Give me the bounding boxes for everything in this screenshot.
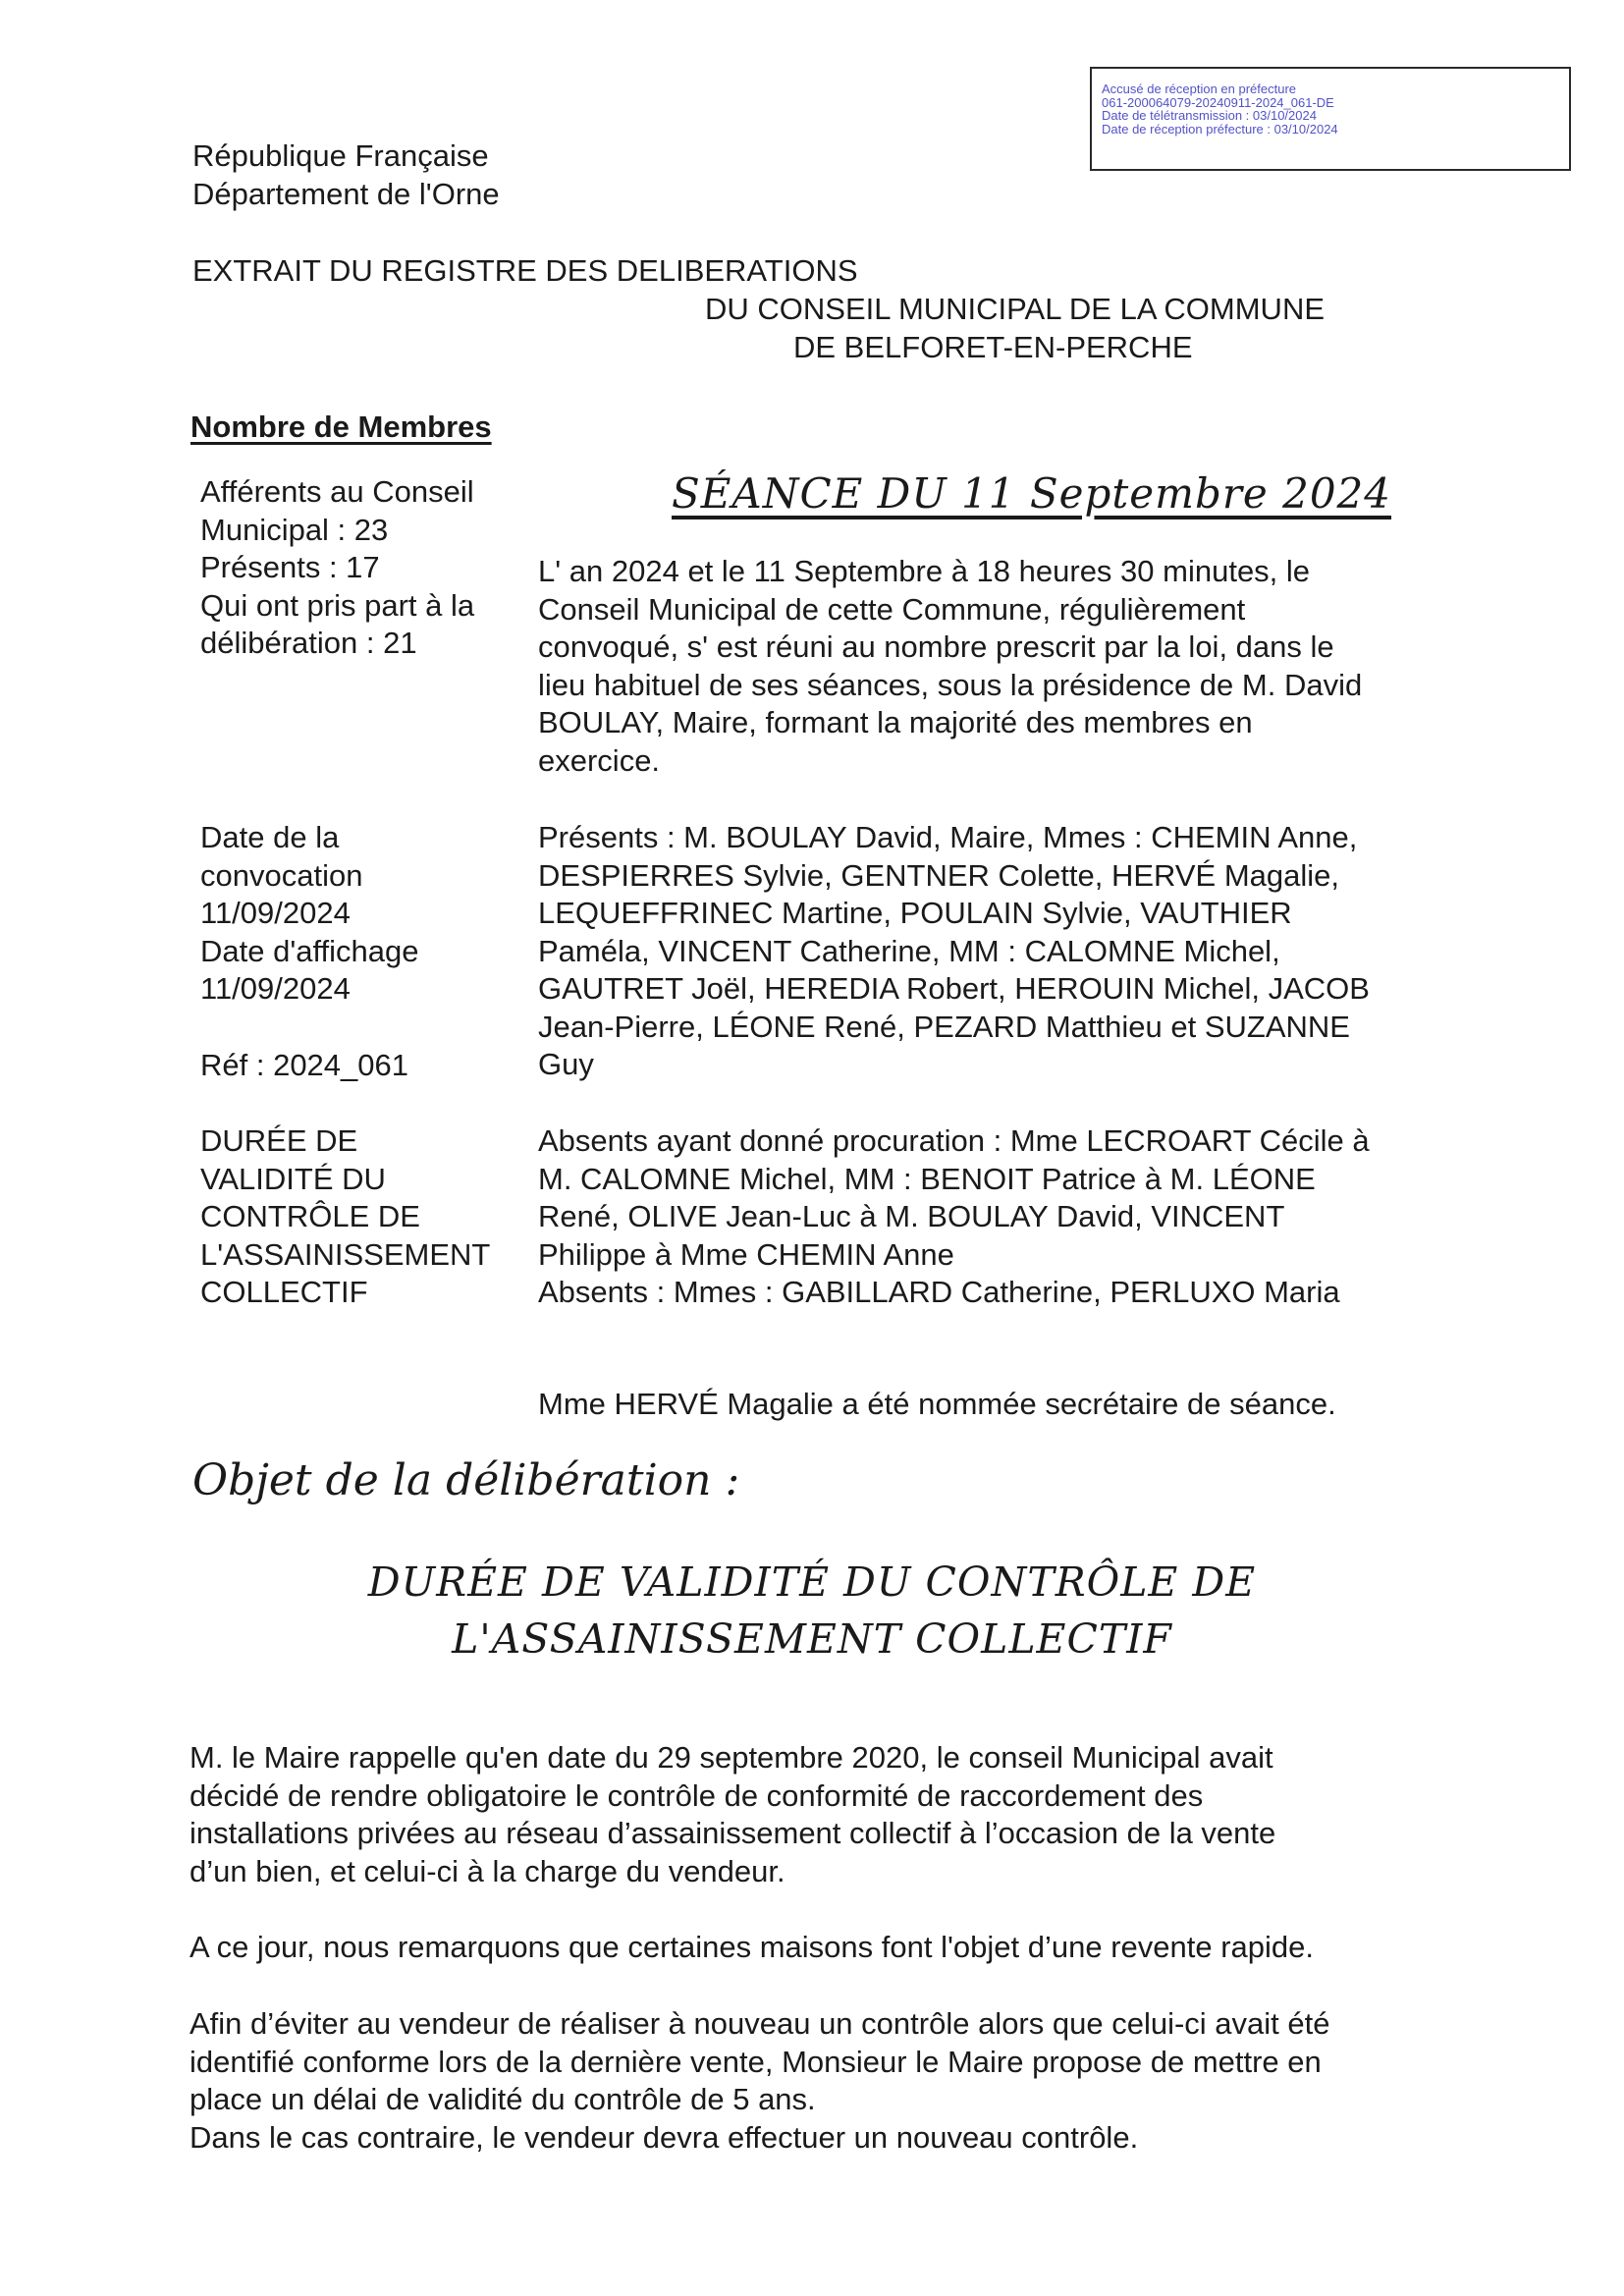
reception-stamp <box>1090 67 1571 171</box>
members-line: Municipal : 23 <box>200 512 389 547</box>
absents-line: Philippe à Mme CHEMIN Anne <box>538 1236 954 1272</box>
subject-title-line-1: DURÉE DE VALIDITÉ DU CONTRÔLE DE <box>367 1558 1257 1606</box>
body-line: Afin d’éviter au vendeur de réaliser à nouveau un contrôle alors que celui-ci avait été <box>189 2006 1330 2041</box>
dates-line: Date de la <box>200 820 340 854</box>
body-line: installations privées au réseau d’assainissement collectif à l’occasion de la vente <box>189 1816 1276 1850</box>
short-subject-line: CONTRÔLE DE <box>200 1199 420 1233</box>
subject-title-line-2: L'ASSAINISSEMENT COLLECTIF <box>452 1615 1172 1663</box>
members-count-block <box>200 473 474 663</box>
short-subject-line: L'ASSAINISSEMENT <box>200 1236 491 1272</box>
stamp-line: Date de réception préfecture : 03/10/2024 <box>1102 121 1338 137</box>
body-paragraph-1 <box>189 1739 1275 1890</box>
body-line: Dans le cas contraire, le vendeur devra effectuer un nouveau contrôle. <box>189 2119 1139 2155</box>
body-paragraph-2: A ce jour, nous remarquons que certaines maisons font l'objet d’une revente rapide. <box>189 1930 1315 1964</box>
intro-line: Conseil Municipal de cette Commune, régulièrement <box>538 591 1246 627</box>
presents-line: Présents : M. BOULAY David, Maire, Mmes : CHEMIN Anne, <box>538 820 1358 854</box>
intro-paragraph <box>538 553 1362 780</box>
dates-line: 11/09/2024 <box>200 971 351 1006</box>
absents-paragraph <box>538 1122 1370 1312</box>
presents-paragraph <box>538 819 1370 1084</box>
members-line: Qui ont pris part à la <box>200 587 475 623</box>
dates-block <box>200 819 419 1009</box>
absents-line: René, OLIVE Jean-Luc à M. BOULAY David, VINCENT <box>538 1199 1285 1233</box>
body-line: décidé de rendre obligatoire le contrôle de conformité de raccordement des <box>189 1777 1204 1813</box>
reference-number: Réf : 2024_061 <box>200 1048 409 1082</box>
body-line: place un délai de validité du contrôle de 5 ans. <box>189 2082 816 2116</box>
body-line: M. le Maire rappelle qu'en date du 29 septembre 2020, le conseil Municipal avait <box>189 1740 1273 1775</box>
intro-line: exercice. <box>538 742 661 778</box>
registry-line-2: DU CONSEIL MUNICIPAL DE LA COMMUNE <box>705 292 1326 326</box>
members-line: Présents : 17 <box>200 550 380 584</box>
intro-line: lieu habituel de ses séances, sous la présidence de M. David <box>538 667 1363 702</box>
members-line: délibération : 21 <box>200 626 417 660</box>
objet-label: Objet de la délibération : <box>192 1455 740 1505</box>
short-subject-line: DURÉE DE <box>200 1123 358 1158</box>
header-department: Département de l'Orne <box>192 177 500 211</box>
short-subject-line: VALIDITÉ DU <box>200 1161 386 1196</box>
body-line: identifié conforme lors de la dernière vente, Monsieur le Maire propose de mettre en <box>189 2044 1322 2079</box>
header-republic: République Française <box>192 138 489 173</box>
stamp-line: Accusé de réception en préfecture <box>1102 82 1297 96</box>
presents-line: DESPIERRES Sylvie, GENTNER Colette, HERVÉ Magalie, <box>538 857 1340 893</box>
short-subject-line: COLLECTIF <box>200 1275 368 1309</box>
intro-line: convoqué, s' est réuni au nombre prescrit par la loi, dans le <box>538 629 1334 664</box>
members-line: Afférents au Conseil <box>200 474 474 509</box>
registry-line-3: DE BELFORET-EN-PERCHE <box>793 330 1193 364</box>
members-heading: Nombre de Membres <box>190 410 492 444</box>
body-paragraph-3 <box>189 2005 1329 2157</box>
secretary-line: Mme HERVÉ Magalie a été nommée secrétaire de séance. <box>538 1387 1336 1421</box>
body-line: d’un bien, et celui-ci à la charge du vendeur. <box>189 1853 785 1888</box>
dates-line: 11/09/2024 <box>200 896 351 930</box>
intro-line: BOULAY, Maire, formant la majorité des membres en <box>538 705 1253 739</box>
stamp-line: Date de télétransmission : 03/10/2024 <box>1102 108 1317 123</box>
presents-line: GAUTRET Joël, HEREDIA Robert, HEROUIN Michel, JACOB <box>538 971 1370 1006</box>
presents-line: LEQUEFFRINEC Martine, POULAIN Sylvie, VAUTHIER <box>538 896 1292 930</box>
intro-line: L' an 2024 et le 11 Septembre à 18 heures 30 minutes, le <box>538 554 1311 588</box>
absents-line: Absents ayant donné procuration : Mme LECROART Cécile à <box>538 1123 1370 1158</box>
absents-line: M. CALOMNE Michel, MM : BENOIT Patrice à M. LÉONE <box>538 1161 1316 1196</box>
registry-line-1: EXTRAIT DU REGISTRE DES DELIBERATIONS <box>192 253 858 288</box>
absents-line: Absents : Mmes : GABILLARD Catherine, PERLUXO Maria <box>538 1275 1340 1309</box>
presents-line: Jean-Pierre, LÉONE René, PEZARD Matthieu et SUZANNE <box>538 1009 1350 1044</box>
short-subject-block <box>200 1122 490 1312</box>
dates-line: Date d'affichage <box>200 933 419 968</box>
presents-line: Guy <box>538 1047 594 1081</box>
presents-line: Paméla, VINCENT Catherine, MM : CALOMNE Michel, <box>538 933 1280 968</box>
stamp-line: 061-200064079-20240911-2024_061-DE <box>1102 94 1334 110</box>
dates-line: convocation <box>200 857 363 893</box>
seance-title: SÉANCE DU 11 Septembre 2024 <box>672 469 1392 518</box>
